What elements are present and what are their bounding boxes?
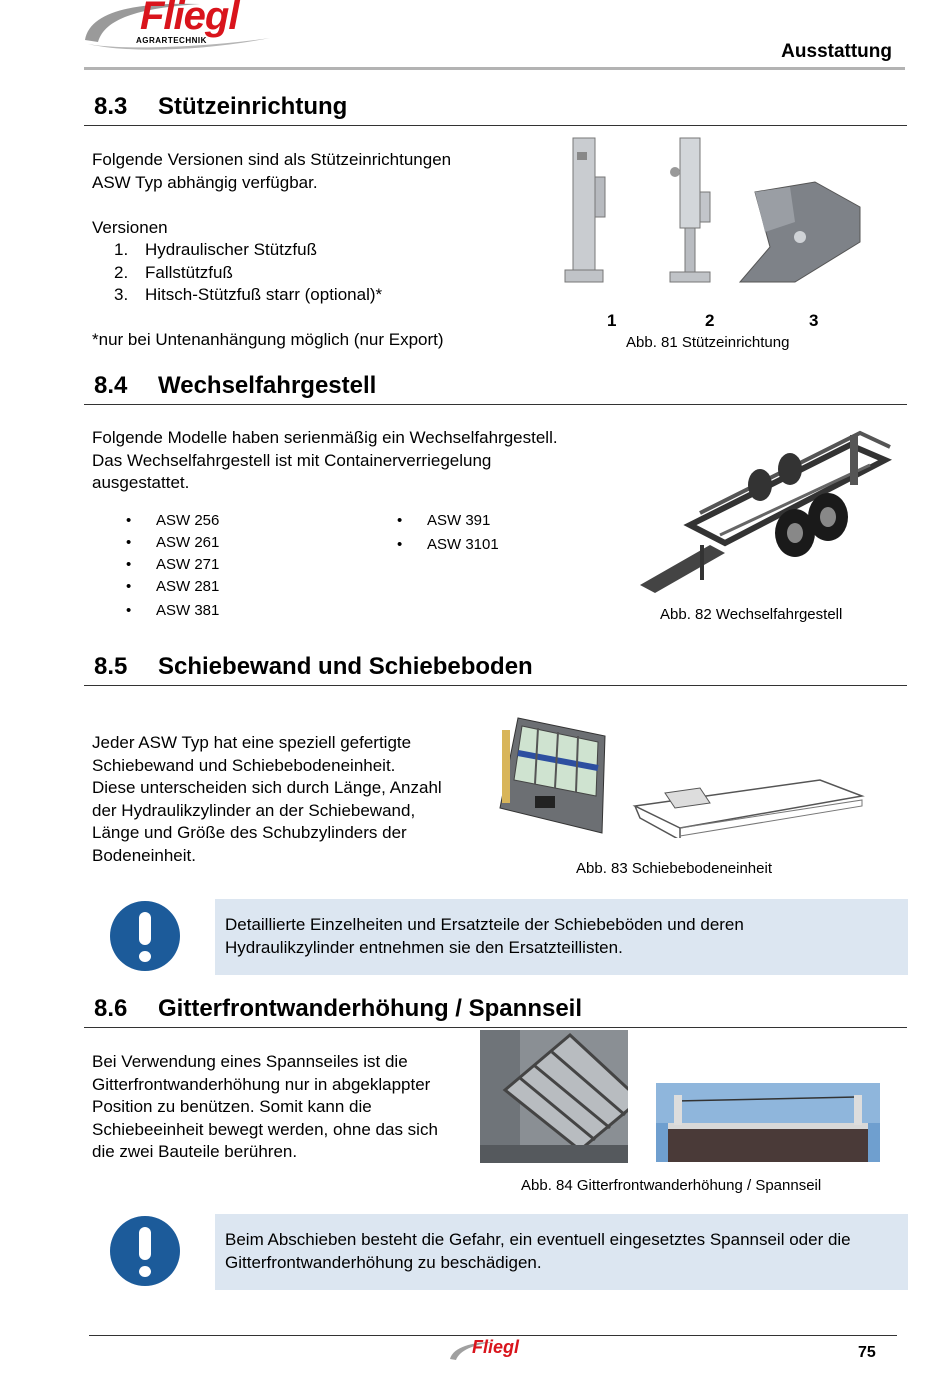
section-number: 8.5 xyxy=(94,653,128,680)
section-number: 8.6 xyxy=(94,995,128,1022)
s86-body xyxy=(92,1051,438,1164)
footer-rule xyxy=(89,1335,897,1336)
important-icon xyxy=(110,1216,180,1286)
support-legs-illustration xyxy=(555,132,875,312)
text-line: Das Wechselfahrgestell ist mit Containerverriegelung xyxy=(92,450,492,470)
sliding-wall-illustration xyxy=(490,708,870,838)
list-item: • ASW 281 xyxy=(126,578,220,595)
section-title-8-3 xyxy=(94,93,347,121)
models-list-left xyxy=(126,512,220,624)
versions-label: Versionen xyxy=(92,217,168,237)
text-line: Folgende Versionen sind als Stützeinrichtungen xyxy=(92,150,452,169)
list-item: 3. Hitsch-Stützfuß starr (optional)* xyxy=(114,285,383,304)
tension-rope-photo xyxy=(656,1083,880,1162)
section-title-8-4 xyxy=(94,372,376,400)
text-line: Schiebeeinheit bewegt werden, ohne das sich xyxy=(92,1119,438,1139)
grid-front-photo xyxy=(480,1030,628,1163)
section-rule xyxy=(84,1027,907,1028)
section-number: 8.3 xyxy=(94,93,128,120)
list-item: 1. Hydraulischer Stützfuß xyxy=(114,240,317,259)
logo-text: Fliegl xyxy=(472,1337,520,1357)
text-line: Gitterfrontwanderhöhung nur in abgeklappter xyxy=(92,1074,431,1094)
section-heading: Wechselfahrgestell xyxy=(158,372,377,399)
figure-caption: Abb. 84 Gitterfrontwanderhöhung / Spannseil xyxy=(521,1177,822,1194)
text-line: Länge und Größe des Schubzylinders der xyxy=(92,823,407,842)
section-heading: Schiebewand und Schiebeboden xyxy=(158,653,533,680)
note-box xyxy=(215,899,908,975)
text-line: Position zu benützen. Somit kann die xyxy=(92,1097,372,1116)
models-list-right xyxy=(397,512,499,558)
text-line: Folgende Modelle haben serienmäßig ein Wechselfahrgestell. xyxy=(92,428,558,447)
text-line: die zwei Bauteile berühren. xyxy=(92,1142,298,1161)
fig-label-1: 1 xyxy=(607,311,617,330)
page-number: 75 xyxy=(858,1344,876,1361)
text-line: Jeder ASW Typ hat eine speziell gefertigte xyxy=(92,733,412,752)
logo-subtitle: AGRARTECHNIK xyxy=(136,36,207,45)
figure-caption: Abb. 81 Stützeinrichtung xyxy=(626,334,790,351)
header-rule xyxy=(84,67,905,70)
text-line: Bei Verwendung eines Spannseiles ist die xyxy=(92,1052,408,1071)
text-line: der Hydraulikzylinder an der Schiebewand, xyxy=(92,800,416,820)
section-rule xyxy=(84,685,907,686)
text-line: Schiebewand und Schiebebodeneinheit. xyxy=(92,755,396,775)
chassis-illustration xyxy=(630,425,895,595)
important-icon xyxy=(110,901,180,971)
footer-logo xyxy=(448,1339,528,1363)
section-number: 8.4 xyxy=(94,372,128,399)
list-item: • ASW 381 xyxy=(126,602,220,619)
fig-label-2: 2 xyxy=(705,311,715,330)
figure-caption: Abb. 83 Schiebebodeneinheit xyxy=(576,860,772,877)
list-item: • ASW 256 xyxy=(126,512,220,529)
list-item: • ASW 391 xyxy=(397,512,491,529)
section-heading: Stützeinrichtung xyxy=(158,93,348,120)
list-item: • ASW 271 xyxy=(126,556,220,573)
footnote: *nur bei Untenanhängung möglich (nur Export) xyxy=(92,330,444,349)
figure-caption: Abb. 82 Wechselfahrgestell xyxy=(660,606,843,623)
s85-body xyxy=(92,732,442,867)
list-item: 2. Fallstützfuß xyxy=(114,262,233,282)
s84-intro xyxy=(92,427,558,495)
text-line: Bodeneinheit. xyxy=(92,845,196,865)
list-item: • ASW 3101 xyxy=(397,536,499,553)
section-heading: Gitterfrontwanderhöhung / Spannseil xyxy=(158,995,583,1022)
section-rule xyxy=(84,125,907,126)
section-title-8-5 xyxy=(94,653,533,681)
text-line: ASW Typ abhängig verfügbar. xyxy=(92,172,318,192)
logo-text: Fliegl xyxy=(140,0,239,38)
fig-label-3: 3 xyxy=(809,311,819,330)
text-line: ausgestattet. xyxy=(92,473,190,492)
text-line: Detaillierte Einzelheiten und Ersatzteile der Schiebeböden und deren xyxy=(225,915,744,934)
s83-intro xyxy=(92,149,451,352)
list-item: • ASW 261 xyxy=(126,534,220,551)
text-line: Hydraulikzylinder entnehmen sie den Ersatzteillisten. xyxy=(225,937,623,957)
note-box xyxy=(215,1214,908,1290)
section-title-8-6 xyxy=(94,995,582,1023)
text-line: Gitterfrontwanderhöhung zu beschädigen. xyxy=(225,1252,542,1272)
text-line: Diese unterscheiden sich durch Länge, Anzahl xyxy=(92,778,442,797)
section-rule xyxy=(84,404,907,405)
chapter-title: Ausstattung xyxy=(781,41,892,62)
header-logo xyxy=(80,0,280,55)
versions-list xyxy=(92,239,451,307)
text-line: Beim Abschieben besteht die Gefahr, ein eventuell eingesetztes Spannseil oder die xyxy=(225,1230,851,1249)
